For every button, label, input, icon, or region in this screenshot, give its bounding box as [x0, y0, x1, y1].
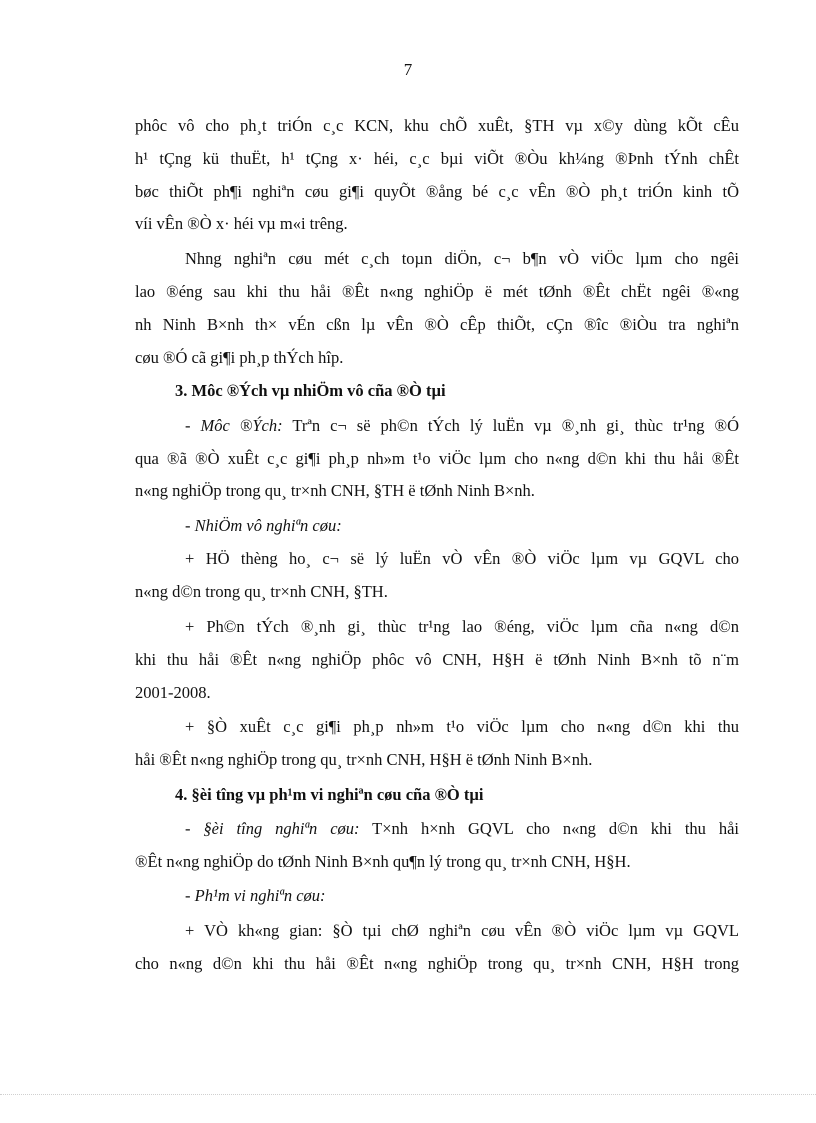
- text-line: cho n«ng d©n khi thu håi ®Êt n«ng nghiÖp trong qu¸ tr×nh CNH, H§H trong: [135, 954, 739, 973]
- line-text: Trªn c¬ së ph©n tÝch lý luËn vµ ®¸nh gi¸ thùc tr¹ng ®Ó: [282, 416, 740, 435]
- text-line: [185, 516, 739, 536]
- text-line: phôc vô cho ph¸t triÓn c¸c KCN, khu chÕ xuÊt, §TH vµ x©y dùng kÕt cÊu: [135, 116, 739, 135]
- text-line: bøc thiÕt ph¶i nghiªn cøu gi¶i quyÕt ®ång bé c¸c vÊn ®Ò ph¸t triÓn kinh tÕ: [135, 182, 739, 201]
- line-label: - NhiÖm vô nghiªn cøu:: [185, 516, 342, 535]
- text-line: håi ®Êt n«ng nghiÖp trong qu¸ tr×nh CNH, H§H ë tØnh Ninh B×nh.: [135, 750, 593, 769]
- text-line: khi thu håi ®Êt n«ng nghiÖp phôc vô CNH, H§H ë tØnh Ninh B×nh tõ n¨m: [135, 650, 739, 669]
- text-line: cøu ®Ó cã gi¶i ph¸p thÝch hîp.: [135, 348, 344, 367]
- text-line: Nhng nghiªn cøu mét c¸ch toµn diÖn, c¬ b¶n vÒ viÖc lµm cho ngêi: [185, 249, 739, 268]
- line-label: - Môc ®Ých:: [185, 416, 283, 435]
- text-line: [185, 416, 739, 436]
- text-line: h¹ tÇng kü thuËt, h¹ tÇng x· héi, c¸c bµi viÕt ®Òu kh¼ng ®Þnh tÝnh chÊt: [135, 149, 739, 168]
- text-line: n«ng nghiÖp trong qu¸ tr×nh CNH, §TH ë tØnh Ninh B×nh.: [135, 481, 535, 500]
- line-text: T×nh h×nh GQVL cho n«ng d©n khi thu håi: [359, 819, 739, 838]
- text-line: víi vÊn ®Ò x· héi vµ m«i trêng.: [135, 214, 348, 233]
- text-line: [185, 819, 739, 839]
- section-heading: 3. Môc ®Ých vµ nhiÖm vô cña ®Ò tµi: [175, 381, 446, 400]
- text-line: + HÖ thèng ho¸ c¬ së lý luËn vÒ vÊn ®Ò viÖc lµm vµ GQVL cho: [185, 549, 739, 568]
- text-line: qua ®ã ®Ò xuÊt c¸c gi¶i ph¸p nh»m t¹o viÖc lµm cho n«ng d©n khi thu håi ®Êt: [135, 449, 739, 468]
- page-number: 7: [403, 60, 413, 79]
- text-line: + §Ò xuÊt c¸c gi¶i ph¸p nh»m t¹o viÖc lµm cho n«ng d©n khi thu: [185, 717, 739, 736]
- line-label: - §èi tîng nghiªn cøu:: [185, 819, 360, 838]
- line-label: - Ph¹m vi nghiªn cøu:: [185, 886, 326, 905]
- text-line: + Ph©n tÝch ®¸nh gi¸ thùc tr¹ng lao ®éng, viÖc lµm cña n«ng d©n: [185, 617, 739, 636]
- text-line: 2001-2008.: [135, 683, 211, 702]
- text-line: [185, 886, 739, 906]
- text-line: n«ng d©n trong qu¸ tr×nh CNH, §TH.: [135, 582, 388, 601]
- text-line: lao ®éng sau khi thu håi ®Êt n«ng nghiÖp ë mét tØnh ®Êt chËt ngêi ®«ng: [135, 282, 739, 301]
- text-line: ®Êt n«ng nghiÖp do tØnh Ninh B×nh qu¶n lý trong qu¸ tr×nh CNH, H§H.: [135, 852, 631, 871]
- text-line: nh Ninh B×nh th× vÉn cßn lµ vÊn ®Ò cÊp thiÕt, cÇn ®îc ®iÒu tra nghiªn: [135, 315, 739, 334]
- section-heading: 4. §èi tîng vµ ph¹m vi nghiªn cøu cña ®Ò tµi: [175, 785, 484, 804]
- page-bottom-rule: [0, 1094, 816, 1095]
- text-line: + VÒ kh«ng gian: §Ò tµi chØ nghiªn cøu vÊn ®Ò viÖc lµm vµ GQVL: [185, 921, 739, 940]
